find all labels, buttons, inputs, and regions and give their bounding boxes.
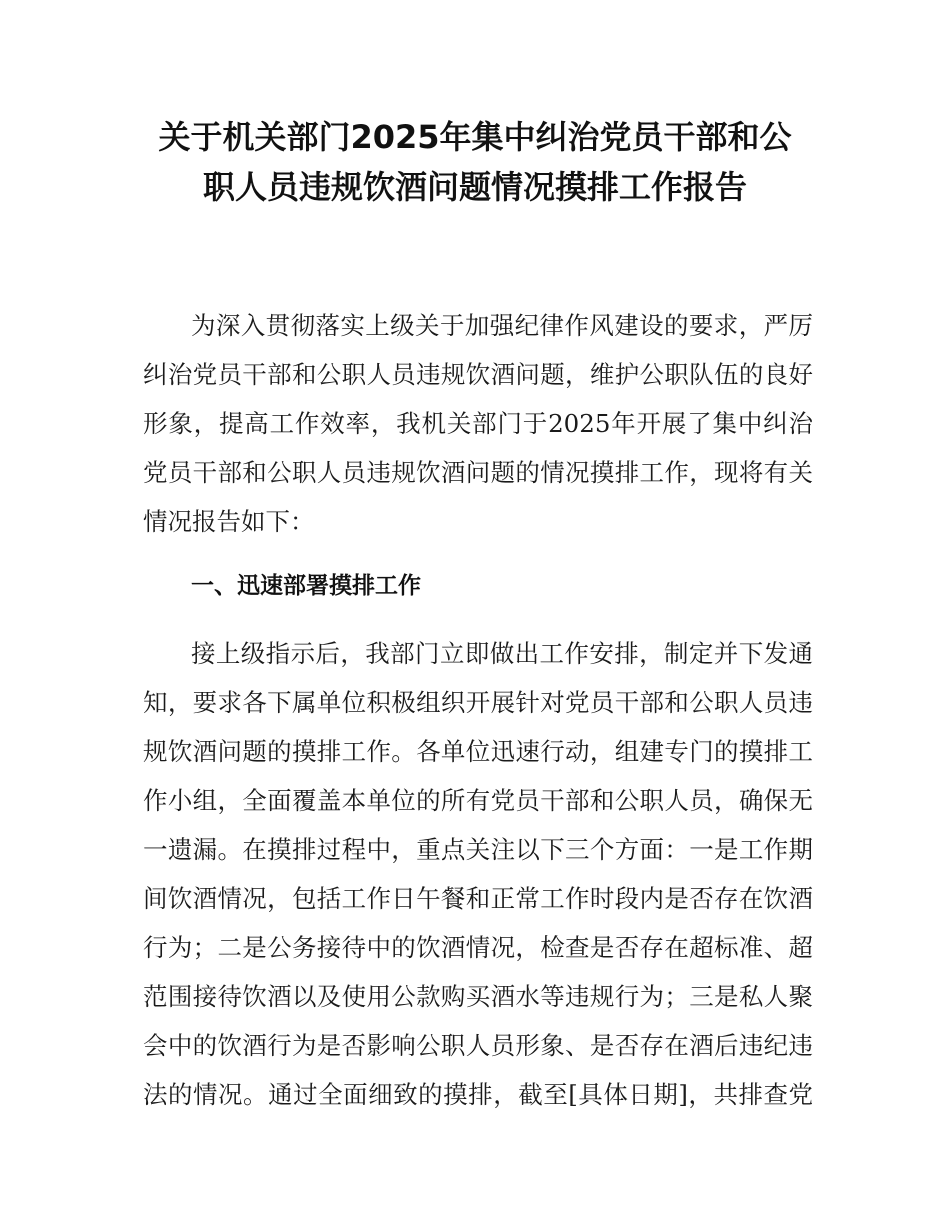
section-1-heading: 一、迅速部署摸排工作 <box>191 573 421 599</box>
section-1-line-10: 法的情况。通过全面细致的摸排，截至[具体日期]，共排查党 <box>143 1080 813 1109</box>
section-1-line-1: 接上级指示后，我部门立即做出工作安排，制定并下发通 <box>191 639 813 668</box>
section-1-line-9: 会中的饮酒行为是否影响公职人员形象、是否存在酒后违纪违 <box>143 1031 813 1060</box>
section-1-line-5: 一遗漏。在摸排过程中，重点关注以下三个方面：一是工作期 <box>143 835 813 864</box>
intro-line-4: 党员干部和公职人员违规饮酒问题的情况摸排工作，现将有关 <box>143 458 813 487</box>
intro-line-3: 形象，提高工作效率，我机关部门于2025年开展了集中纠治 <box>143 409 813 438</box>
intro-line-5: 情况报告如下： <box>143 507 315 536</box>
intro-line-2: 纠治党员干部和公职人员违规饮酒问题，维护公职队伍的良好 <box>143 360 813 389</box>
intro-line-1: 为深入贯彻落实上级关于加强纪律作风建设的要求，严厉 <box>191 311 813 340</box>
section-1-line-2: 知，要求各下属单位积极组织开展针对党员干部和公职人员违 <box>143 688 813 717</box>
section-1-line-7: 行为；二是公务接待中的饮酒情况，检查是否存在超标准、超 <box>143 933 813 962</box>
section-1-line-4: 作小组，全面覆盖本单位的所有党员干部和公职人员，确保无 <box>143 786 813 815</box>
document-title <box>100 112 850 212</box>
title-line-2: 职人员违规饮酒问题情况摸排工作报告 <box>202 168 747 206</box>
title-line-1: 关于机关部门2025年集中纠治党员干部和公 <box>158 118 792 156</box>
section-1-line-8: 范围接待饮酒以及使用公款购买酒水等违规行为；三是私人聚 <box>143 982 813 1011</box>
section-1-line-3: 规饮酒问题的摸排工作。各单位迅速行动，组建专门的摸排工 <box>143 737 813 766</box>
section-1-line-6: 间饮酒情况，包括工作日午餐和正常工作时段内是否存在饮酒 <box>143 884 813 913</box>
